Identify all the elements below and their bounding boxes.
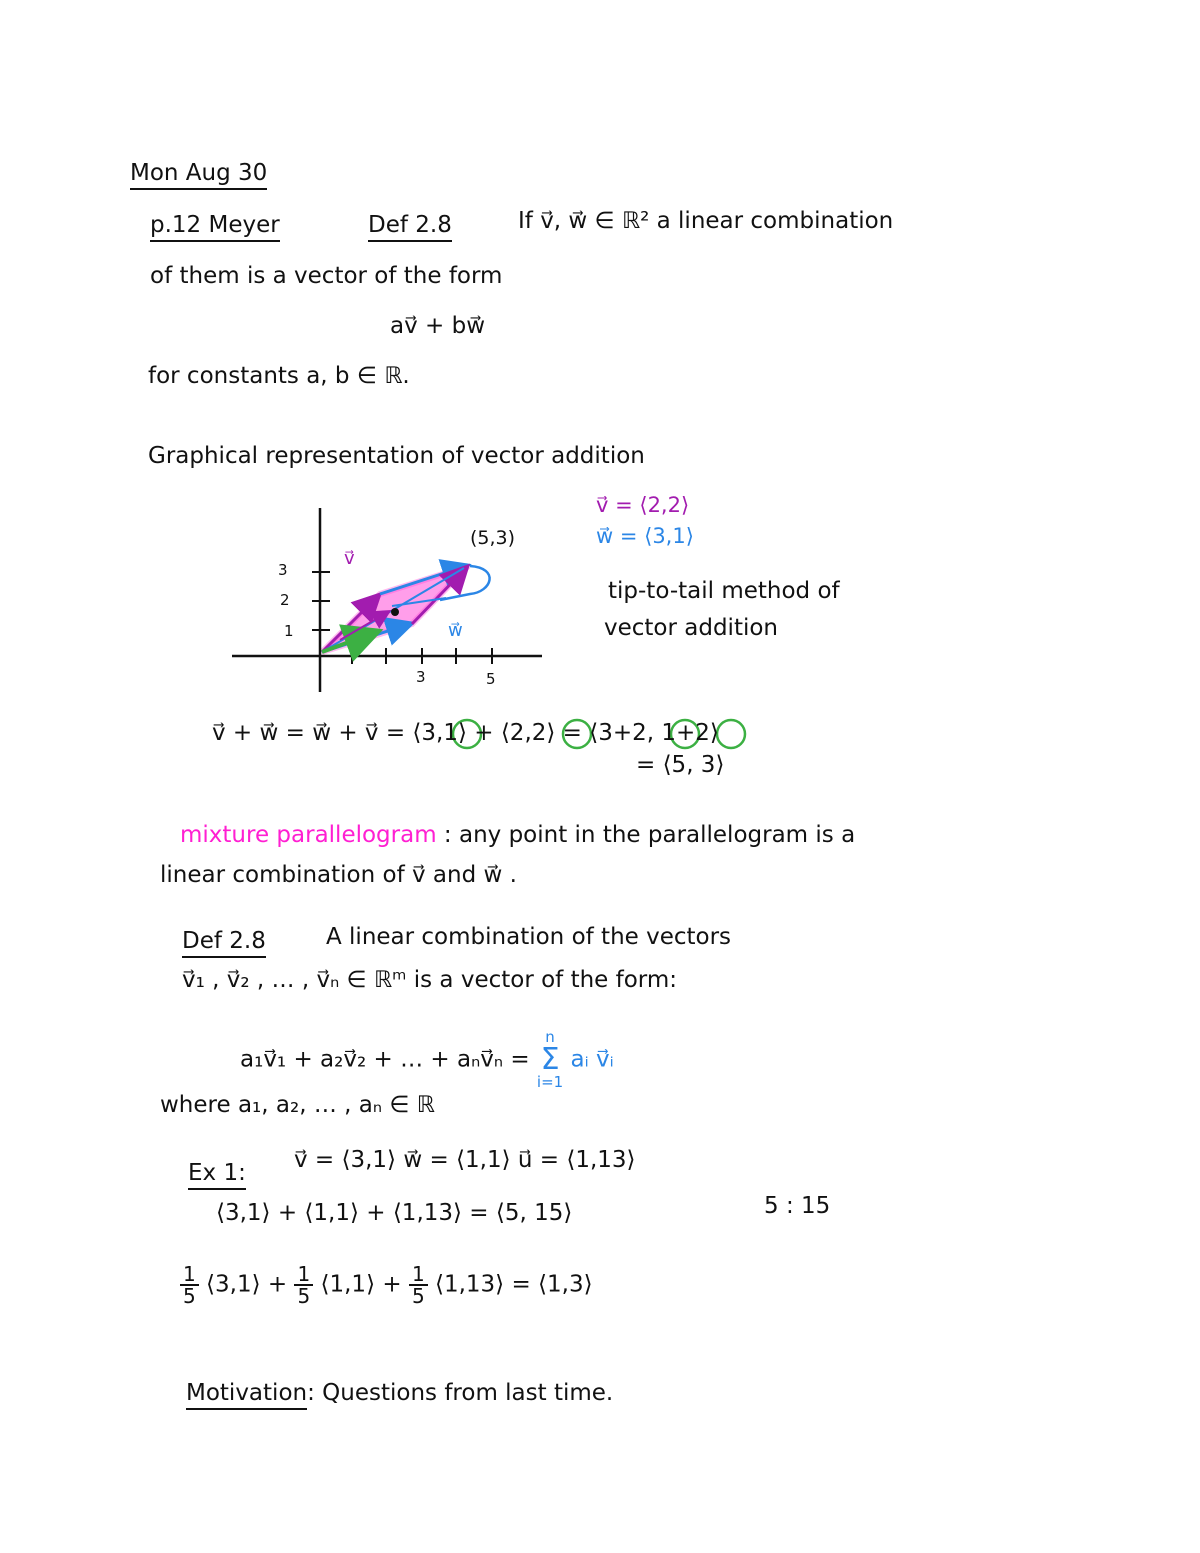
mixture-text1: : any point in the parallelogram is a [436, 822, 856, 848]
w-label: w⃗ [448, 620, 463, 641]
def2-text2: v⃗₁ , v⃗₂ , … , v⃗ₙ ∈ ℝᵐ is a vector of the form: [182, 967, 678, 993]
example-term1: ⟨3,1⟩ + [206, 1271, 295, 1298]
v-definition: v⃗ = ⟨2,2⟩ [596, 493, 690, 517]
page-date: Mon Aug 30 [130, 160, 267, 186]
sigma-symbol: Σ [540, 1042, 560, 1077]
v-label: v⃗ [344, 548, 355, 569]
def1-text3: for constants a, b ∈ ℝ. [148, 363, 410, 389]
x-tick-label-3: 3 [416, 668, 426, 686]
y-tick-label-1: 1 [284, 622, 294, 640]
example-term3: ⟨1,13⟩ = ⟨1,3⟩ [434, 1271, 593, 1298]
sum-line2: = ⟨5, 3⟩ [636, 752, 725, 778]
def1-source: p.12 Meyer [150, 212, 280, 238]
def2-label: Def 2.8 [182, 928, 266, 954]
sigma-term: aᵢ v⃗ᵢ [570, 1046, 614, 1073]
y-tick-label-3: 3 [278, 561, 288, 579]
example-vectors: v⃗ = ⟨3,1⟩ w⃗ = ⟨1,1⟩ u⃗ = ⟨1,13⟩ [294, 1147, 636, 1173]
example-ratio: 5 : 15 [764, 1193, 831, 1219]
def2-formula-line [240, 1030, 614, 1090]
sigma-top: n [545, 1028, 555, 1046]
fraction-1: $\frac{1}{5}$ [180, 1264, 199, 1306]
fraction-2: $\frac{1}{5}$ [294, 1264, 313, 1306]
def1-text1: If v⃗, w⃗ ∈ ℝ² a linear combination [518, 208, 894, 234]
graph-title: Graphical representation of vector addition [148, 443, 645, 469]
example-line3 [180, 1264, 593, 1306]
example-line2: ⟨3,1⟩ + ⟨1,1⟩ + ⟨1,13⟩ = ⟨5, 15⟩ [216, 1200, 573, 1226]
def1-label: Def 2.8 [368, 212, 452, 238]
mixture-line2: linear combination of v⃗ and w⃗ . [160, 862, 517, 888]
example-term2: ⟨1,1⟩ + [320, 1271, 409, 1298]
def2-where: where a₁, a₂, … , aₙ ∈ ℝ [160, 1092, 435, 1118]
w-definition: w⃗ = ⟨3,1⟩ [596, 524, 694, 548]
def1-text2: of them is a vector of the form [150, 263, 503, 289]
mixture-term: mixture parallelogram [180, 822, 437, 848]
fraction-3: $\frac{1}{5}$ [409, 1264, 428, 1306]
sample-point [391, 608, 399, 616]
sigma-notation [537, 1030, 563, 1090]
def2-formula: a₁v⃗₁ + a₂v⃗₂ + … + aₙv⃗ₙ = [240, 1046, 530, 1073]
sum-line1: v⃗ + w⃗ = w⃗ + v⃗ = ⟨3,1⟩ + ⟨2,2⟩ = ⟨3+2, 1+2⟩ [212, 720, 719, 746]
highlight-circle-2b [717, 720, 745, 748]
method-line1: tip-to-tail method of [608, 578, 840, 604]
motivation-label: Motivation [186, 1380, 307, 1410]
mixture-line1 [180, 822, 855, 848]
y-tick-label-2: 2 [280, 591, 290, 609]
def2-text1: A linear combination of the vectors [326, 924, 732, 950]
sigma-bottom: i=1 [536, 1073, 564, 1091]
motivation-line [186, 1380, 613, 1406]
point-label: (5,3) [470, 527, 516, 549]
x-tick-label-5: 5 [486, 670, 496, 688]
def1-formula: av⃗ + bw⃗ [390, 313, 486, 339]
method-line2: vector addition [604, 615, 779, 641]
example-label: Ex 1: [188, 1160, 246, 1186]
motivation-text: : Questions from last time. [307, 1380, 614, 1406]
